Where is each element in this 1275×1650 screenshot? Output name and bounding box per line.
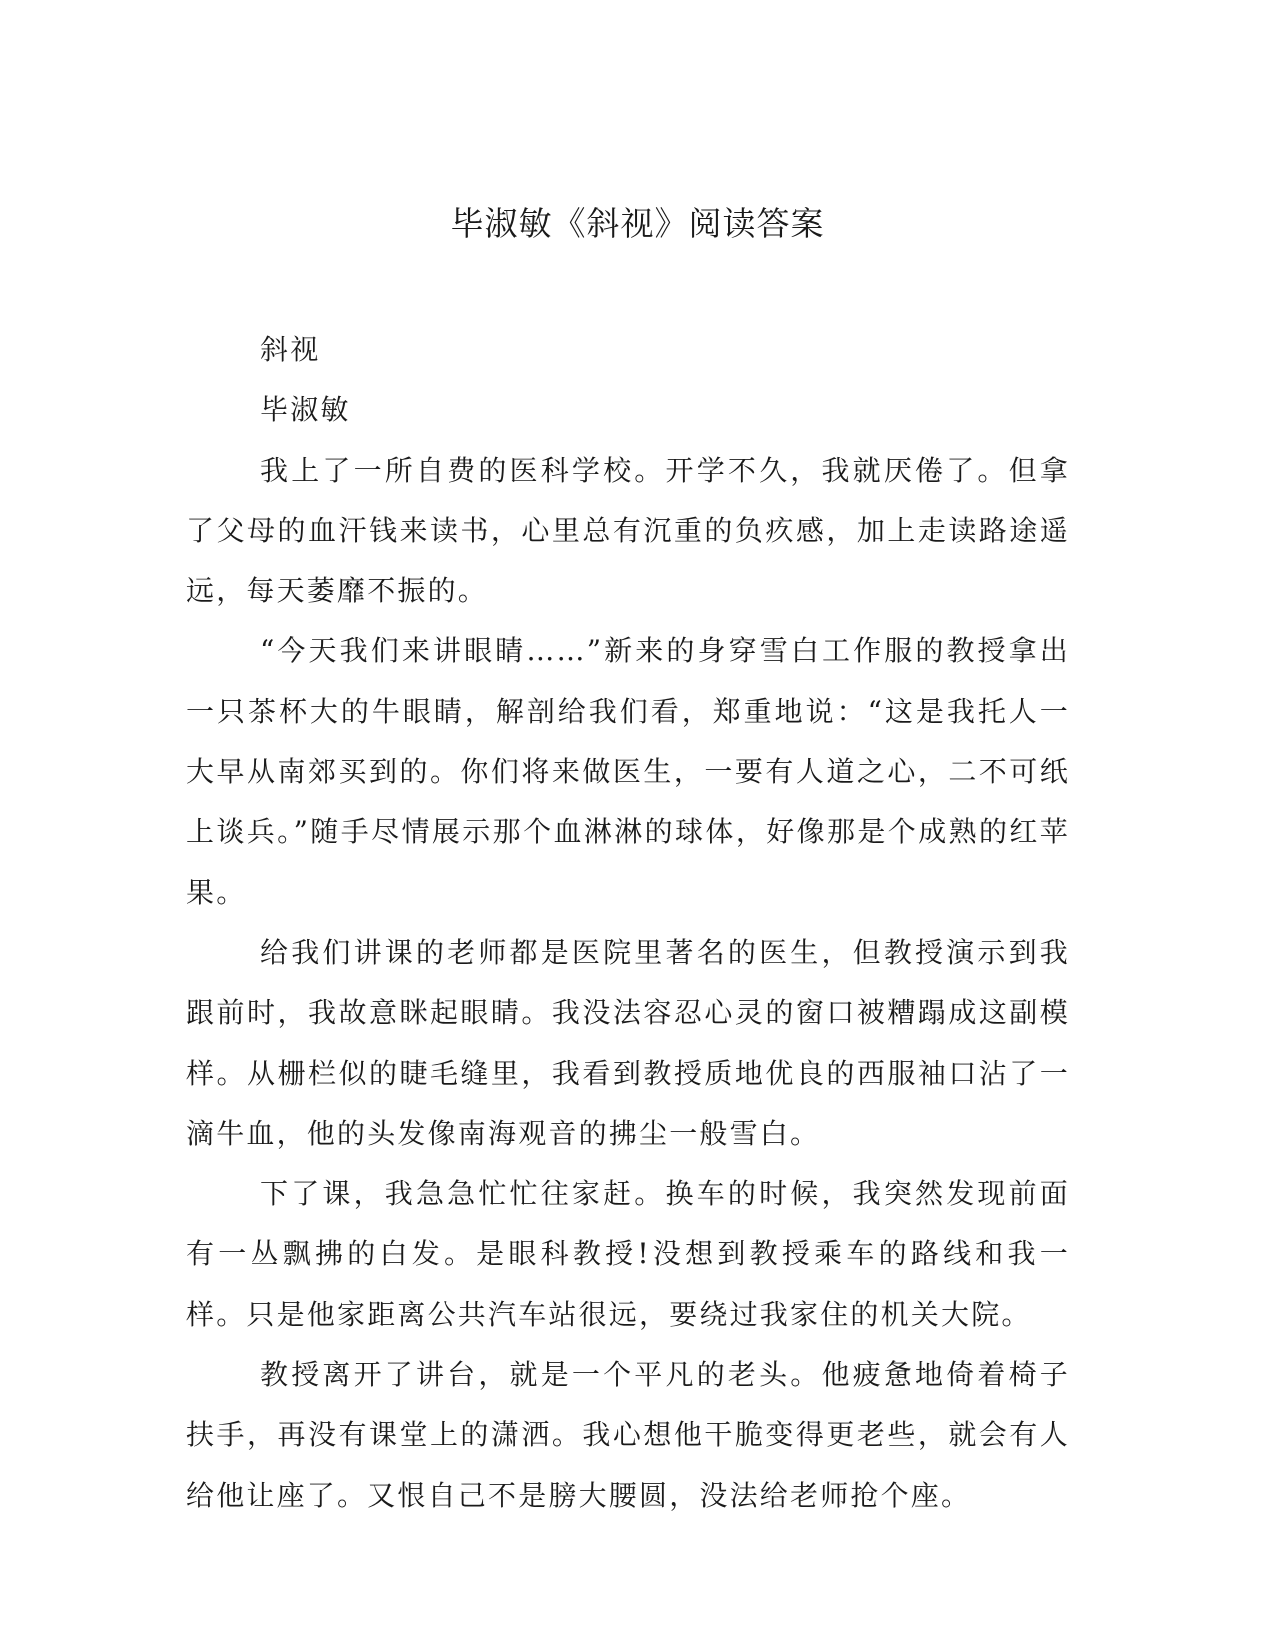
- body-paragraph: 我上了一所自费的医科学校。开学不久，我就厌倦了。但拿了父母的血汗钱来读书，心里总有沉重的负疚感，加上走读路途遥远，每天萎靡不振的。: [186, 453, 1070, 608]
- body-paragraph: 给我们讲课的老师都是医院里著名的医生，但教授演示到我跟前时，我故意眯起眼睛。我没法容忍心灵的窗口被糟蹋成这副模样。从栅栏似的睫毛缝里，我看到教授质地优良的西服袖口沾了一滴牛血，他的头发像南海观音的拂尘一般雪白。: [186, 935, 1070, 1150]
- document-title: 毕淑敏《斜视》阅读答案: [450, 204, 825, 243]
- body-paragraph: “今天我们来讲眼睛……”新来的身穿雪白工作服的教授拿出一只茶杯大的牛眼睛，解剖给我们看，郑重地说：“这是我托人一大早从南郊买到的。你们将来做医生，一要有人道之心，二不可纸上谈兵。”随手尽情展示那个血淋淋的球体，好像那是个成熟的红苹果。: [186, 634, 1070, 909]
- body-paragraph: 下了课，我急急忙忙往家赶。换车的时候，我突然发现前面有一丛飘拂的白发。是眼科教授!没想到教授乘车的路线和我一样。只是他家距离公共汽车站很远，要绕过我家住的机关大院。: [186, 1177, 1070, 1331]
- document-body: [186, 320, 1070, 1526]
- essay-author: 毕淑敏: [260, 393, 351, 427]
- body-paragraph: 教授离开了讲台，就是一个平凡的老头。他疲惫地倚着椅子扶手，再没有课堂上的潇洒。我心想他干脆变得更老些，就会有人给他让座了。又恨自己不是膀大腰圆，没法给老师抢个座。: [186, 1358, 1070, 1512]
- essay-title: 斜视: [260, 333, 321, 366]
